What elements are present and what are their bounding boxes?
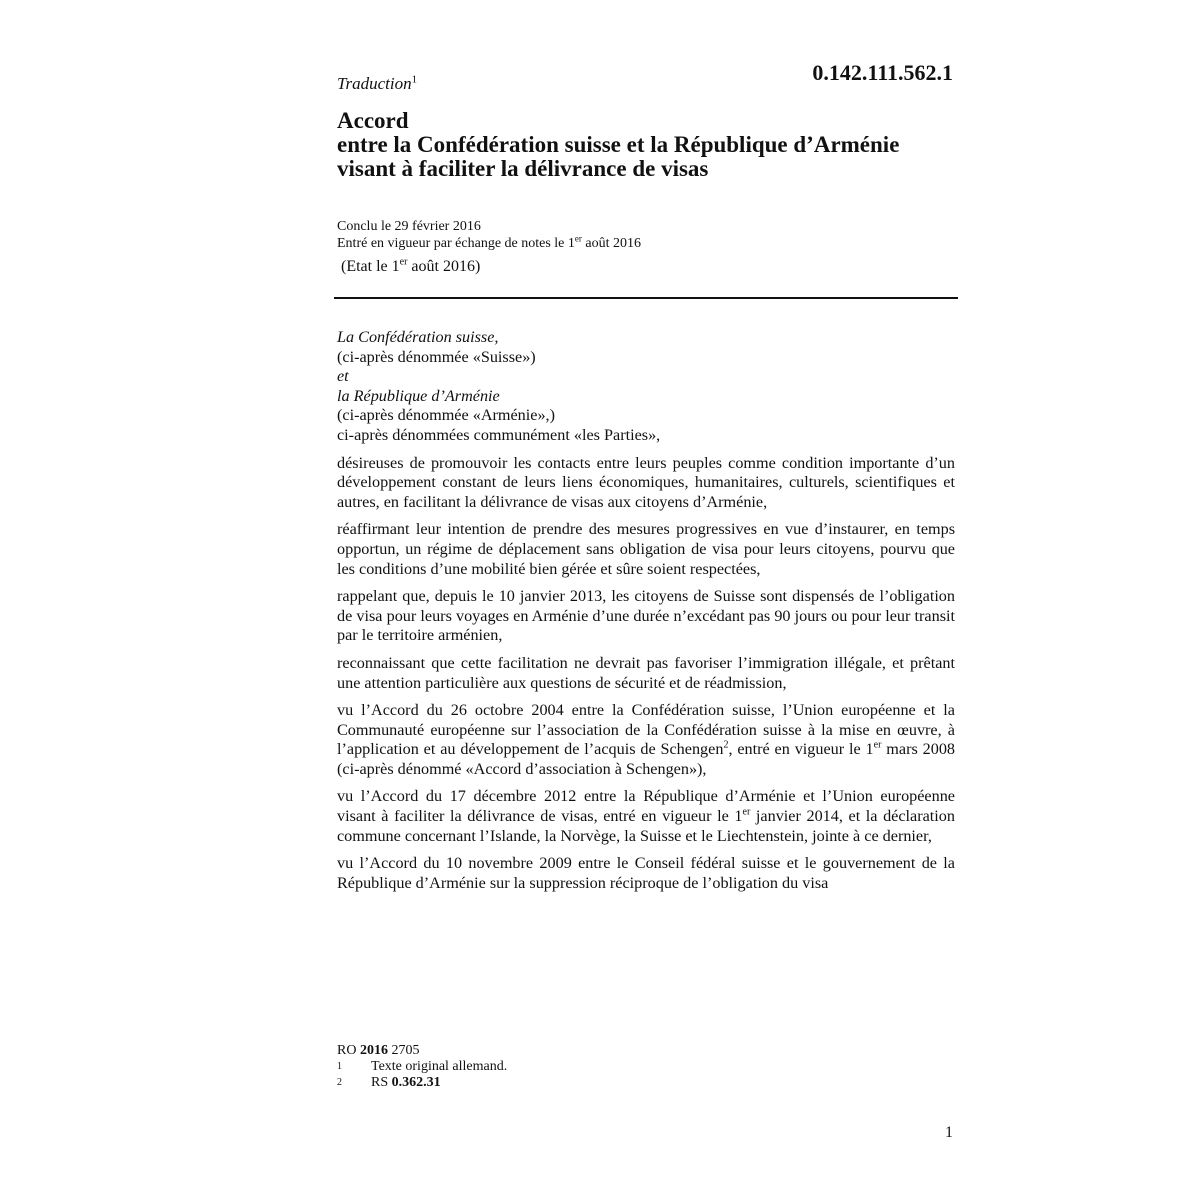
footnote-2-number: 2 (337, 1077, 342, 1088)
recital-6-text-b: janvier 2014, et la déclaration commune concernant l’Islande, la Norvège, la Suisse et le Liechtenstein, jointe à ce dernier, (337, 807, 955, 845)
party-switzerland: La Confédération suisse, (337, 328, 499, 346)
recital-5-text-c: mars 2008 (ci-après dénommé «Accord d’association à Schengen»), (337, 740, 956, 778)
recital-6 (337, 787, 955, 846)
footnote-1 (337, 1059, 507, 1075)
party-switzerland-alias: (ci-après dénommée «Suisse») (337, 347, 536, 366)
entry-prefix: Entré en vigueur par échange de notes le 1 (337, 236, 575, 251)
recital-6-text-a: vu l’Accord du 17 décembre 2012 entre la République d’Arménie et l’Union européenne visant à faciliter la délivrance de visas, entré en vigueur le 1 (337, 787, 955, 826)
footnote-ref-2[interactable]: 2 (723, 739, 729, 751)
entry-into-force (337, 235, 641, 252)
title-line-3: visant à faciliter la délivrance de visas (337, 156, 709, 181)
translation-text: Traduction (337, 74, 412, 93)
recital-5-text-b: , entré en vigueur le 1 (728, 740, 874, 759)
recital-4: reconnaissant que cette facilitation ne devrait pas favoriser l’immigration illégale, et prêtant une attention particulière aux questions de sécurité et de réadmission, (337, 653, 955, 692)
recital-3: rappelant que, depuis le 10 janvier 2013, les citoyens de Suisse sont dispensés de l’obligation de visa pour leurs voyages en Arménie d’une durée n’excédant pas 90 jours ou pour leur transit par le territoire arménien, (337, 587, 955, 645)
recital-1: désireuses de promouvoir les contacts entre leurs peuples comme condition importante d’un développement constant de leurs liens économiques, humanitaires, culturels, scientifiques et autres, en facilitant la délivrance de visas aux citoyens d’Arménie, (337, 453, 955, 511)
document-title (337, 109, 957, 181)
concluded-date: Conclu le 29 février 2016 (337, 219, 481, 234)
footnote-2 (337, 1075, 507, 1091)
recital-7: vu l’Accord du 10 novembre 2009 entre le Conseil fédéral suisse et le gouvernement de la République d’Arménie sur la suppression réciproque de l’obligation du visa (337, 854, 955, 892)
footnote-2-prefix: RS (371, 1075, 389, 1090)
footnotes (337, 1043, 507, 1091)
state-suffix: août 2016) (407, 258, 481, 275)
sr-number: 0.142.111.562.1 (812, 60, 953, 85)
ro-prefix: RO (337, 1043, 357, 1058)
preamble (337, 328, 955, 901)
title-line-2: entre la Confédération suisse et la République d’Arménie (337, 132, 900, 157)
title-line-1: Accord (337, 108, 409, 133)
official-compilation-ref (337, 1043, 507, 1059)
recital-6-sup: er (742, 806, 751, 818)
page-number: 1 (945, 1124, 953, 1141)
header-divider (334, 297, 958, 299)
state-sup: er (399, 256, 408, 268)
entry-sup: er (574, 233, 582, 244)
ro-year: 2016 (359, 1043, 388, 1058)
footnote-1-text: Texte original allemand. (371, 1059, 508, 1074)
translation-label (337, 74, 417, 94)
party-armenia-alias: (ci-après dénommée «Arménie»,) (337, 406, 555, 425)
parties-block (337, 328, 955, 446)
dates-block (337, 218, 641, 252)
recital-5-text-a: vu l’Accord du 26 octobre 2004 entre la Confédération suisse, l’Union européenne et la Communauté européenne sur l’association de la Confédération suisse à la mise en œuvre, à l’application et au développement de l’acquis de Schengen (337, 701, 955, 759)
recital-2: réaffirmant leur intention de prendre des mesures progressives en vue d’instaurer, en temps opportun, un régime de déplacement sans obligation de visa pour leurs citoyens, pourvu que les conditions d’une mobilité bien gérée et sûre soient respectées, (337, 520, 955, 578)
party-armenia: la République d’Arménie (337, 386, 500, 405)
state-prefix: (Etat le 1 (341, 258, 400, 275)
parties-collective: ci-après dénommées communément «les Parties», (337, 425, 661, 444)
footnote-2-link[interactable]: 0.362.31 (391, 1075, 441, 1090)
ro-page: 2705 (391, 1043, 420, 1058)
party-conjunction: et (337, 367, 349, 386)
recital-5 (337, 701, 955, 779)
state-date (341, 258, 480, 276)
footnote-1-number: 1 (337, 1061, 342, 1072)
entry-suffix: août 2016 (581, 236, 642, 251)
recital-5-sup: er (873, 739, 882, 751)
footnote-ref-1[interactable]: 1 (411, 73, 418, 86)
